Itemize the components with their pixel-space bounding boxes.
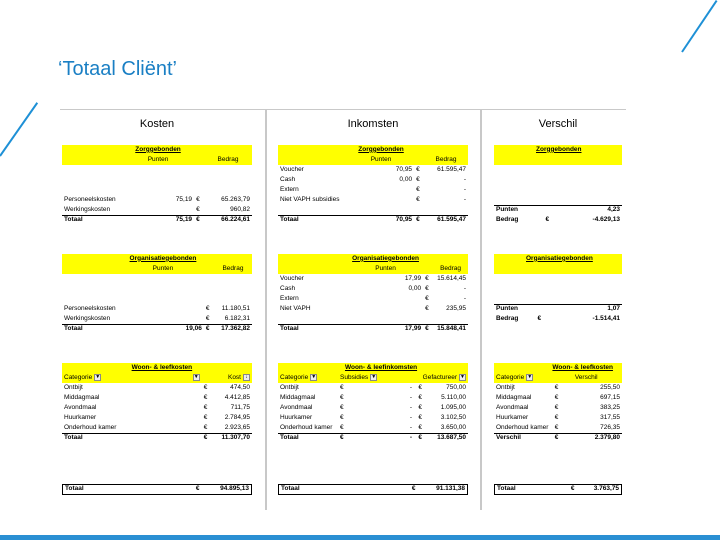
section-header: Organisatiegebonden (122, 254, 204, 264)
inkomsten-title: Inkomsten (347, 118, 399, 130)
col-header: Categorie (496, 374, 525, 382)
table-row: Avondmaal € - € 1.095,00 (280, 403, 466, 411)
col-header: Bedrag (424, 155, 468, 165)
section-header: Woon- & leefkosten (550, 363, 622, 373)
col-header: Bedrag (433, 264, 468, 274)
filter-dropdown-icon[interactable]: ▼ (311, 374, 317, 381)
table-row: Werkingskosten € 960,82 (64, 205, 250, 213)
kosten-woon-table (62, 363, 252, 443)
table-row: Punten 1,07 (496, 305, 620, 312)
col-header: Kost (227, 374, 241, 382)
inkomsten-woon-table (278, 363, 468, 443)
table-row: Huurkamer € 2.784,95 (64, 413, 250, 421)
table-row: Middagmaal € 697,15 (496, 393, 620, 401)
filter-dropdown-icon[interactable]: ▼ (460, 374, 465, 381)
verschil-org-table (494, 254, 622, 324)
decorative-line-top-right (681, 0, 717, 53)
section-header: Zorggebonden (348, 145, 414, 155)
table-row: Voucher 70,95 € 61.595,47 (280, 165, 466, 173)
col-header: Punten (348, 264, 423, 274)
column-divider (480, 110, 482, 510)
section-header: Woon- & leefinkomsten (338, 363, 424, 373)
table-row: Cash 0,00 € - (280, 175, 466, 183)
col-header: Gefactureer (422, 374, 457, 382)
verschil-title: Verschil (538, 118, 578, 130)
table-row: Middagmaal € - € 5.110,00 (280, 393, 466, 401)
col-header: Punten (122, 155, 194, 165)
verschil-grand-total: Totaal € 3.763,75 (494, 484, 622, 495)
spreadsheet-image (60, 110, 626, 510)
table-row: Extern € - (280, 294, 466, 302)
section-header: Zorggebonden (122, 145, 194, 155)
kosten-zorg-table (62, 145, 252, 225)
section-header: Organisatiegebonden (348, 254, 423, 264)
table-row: Punten 4,23 (496, 206, 620, 213)
table-row: Huurkamer € 317,55 (496, 413, 620, 421)
verschil-zorg-table (494, 145, 622, 225)
kosten-grand-total: Totaal € 94.895,13 (62, 484, 252, 495)
total-row: Totaal 70,95 € 61.595,47 (280, 216, 466, 223)
col-header: Categorie (64, 374, 93, 382)
table-row: Huurkamer € - € 3.102,50 (280, 413, 466, 421)
table-row: Avondmaal € 383,25 (496, 403, 620, 411)
filter-dropdown-icon[interactable]: ▼ (371, 374, 377, 381)
filter-dropdown-icon[interactable]: ▼ (95, 374, 101, 381)
filter-dropdown-icon[interactable]: ▼ (527, 374, 533, 381)
column-divider (265, 110, 267, 510)
col-header: Punten (122, 264, 204, 274)
total-row: Totaal 75,19 € 66.224,61 (64, 216, 250, 223)
bottom-accent-bar (0, 535, 720, 540)
col-header: Bedrag (204, 155, 252, 165)
table-row: Ontbijt € 474,50 (64, 383, 250, 391)
table-row: Cash 0,00 € - (280, 284, 466, 292)
table-row: Avondmaal € 711,75 (64, 403, 250, 411)
section-header: Organisatiegebonden (524, 254, 622, 264)
filter-dropdown-icon[interactable]: ▼ (193, 374, 199, 381)
section-header: Zorggebonden (534, 145, 622, 155)
col-header: Verschil (550, 373, 622, 383)
total-row: Totaal € 11.307,70 (64, 434, 250, 441)
table-row: Werkingskosten € 6.182,31 (64, 314, 250, 322)
total-row: Totaal 17,99 € 15.848,41 (280, 325, 466, 332)
decorative-line-left (0, 102, 38, 156)
table-row: Middagmaal € 4.412,85 (64, 393, 250, 401)
inkomsten-zorg-table (278, 145, 468, 225)
table-row: Niet VAPH subsidies € - (280, 195, 466, 203)
total-row: Verschil € 2.379,80 (496, 434, 620, 441)
table-row: Personeelskosten 75,19 € 65.263,79 (64, 195, 250, 203)
table-row: Personeelskosten € 11.180,51 (64, 304, 250, 312)
table-row: Ontbijt € - € 750,00 (280, 383, 466, 391)
section-header: Woon- & leefkosten (122, 363, 202, 373)
col-header: Punten (348, 155, 414, 165)
total-row: Totaal € - € 13.687,50 (280, 434, 466, 441)
table-row: Bedrag € -1.514,41 (496, 314, 620, 322)
total-row: Totaal 19,06 € 17.362,82 (64, 325, 250, 332)
table-row: Ontbijt € 255,50 (496, 383, 620, 391)
table-row: Niet VAPH € 235,95 (280, 304, 466, 312)
col-header: Categorie (280, 374, 309, 382)
table-row: Onderhoud kamer € 726,35 (496, 423, 620, 431)
col-header: Bedrag (214, 264, 252, 274)
table-row: Onderhoud kamer € - € 3.650,00 (280, 423, 466, 431)
sort-dropdown-icon[interactable]: ↓ (243, 374, 250, 381)
table-row: Bedrag € -4.629,13 (496, 215, 620, 223)
table-row: Onderhoud kamer € 2.923,65 (64, 423, 250, 431)
col-header: Subsidies (340, 374, 369, 382)
table-row: Voucher 17,99 € 15.614,45 (280, 274, 466, 282)
table-row: Extern € - (280, 185, 466, 193)
kosten-title: Kosten (139, 118, 175, 130)
inkomsten-org-table (278, 254, 468, 334)
inkomsten-grand-total: Totaal € 91.131,38 (278, 484, 468, 495)
kosten-org-table (62, 254, 252, 334)
verschil-woon-table (494, 363, 622, 443)
slide-title: ‘Totaal Cliënt’ (58, 58, 177, 80)
